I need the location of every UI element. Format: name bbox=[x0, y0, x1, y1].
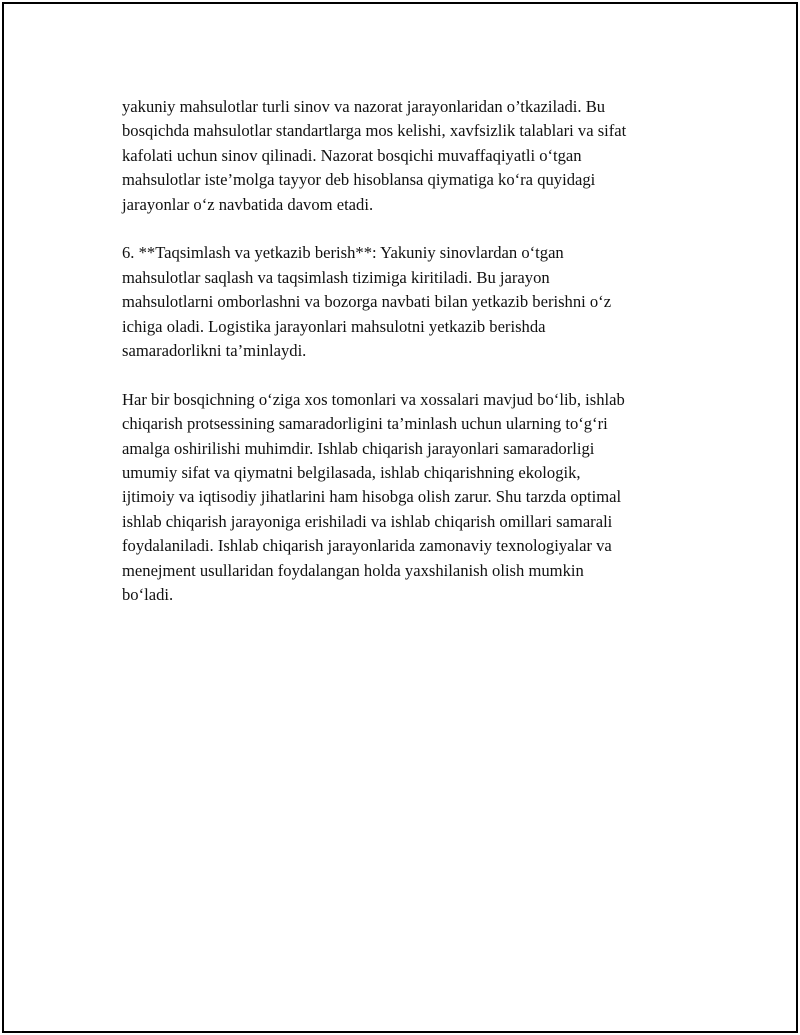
text-line: chiqarish protsessining samaradorligini ta’minlash uchun ularning to‘g‘ri bbox=[122, 414, 608, 434]
text-line: jarayonlar o‘z navbatida davom etadi. bbox=[122, 194, 374, 214]
text-line: ijtimoiy va iqtisodiy jihatlarini ham hisobga olish zarur. Shu tarzda optimal bbox=[122, 487, 622, 507]
text-line: ichiga oladi. Logistika jarayonlari mahsulotni yetkazib berishda bbox=[122, 316, 546, 336]
text-line: bo‘ladi. bbox=[122, 585, 174, 605]
text-line: mahsulotlarni omborlashni va bozorga navbati bilan yetkazib berishni o‘z bbox=[122, 292, 612, 312]
page-frame bbox=[2, 2, 798, 1033]
document-body bbox=[122, 95, 702, 632]
paragraph-conclusion bbox=[122, 388, 702, 608]
paragraph-distribution bbox=[122, 241, 702, 363]
text-line: yakuniy mahsulotlar turli sinov va nazorat jarayonlaridan o’tkaziladi. Bu bbox=[122, 97, 606, 116]
text-line: Har bir bosqichning o‘ziga xos tomonlari va xossalari mavjud bo‘lib, ishlab bbox=[122, 389, 625, 409]
paragraph-quality-control bbox=[122, 95, 702, 217]
text-line: 6. **Taqsimlash va yetkazib berish**: Yakuniy sinovlardan o‘tgan bbox=[122, 243, 564, 263]
text-line: foydalaniladi. Ishlab chiqarish jarayonlarida zamonaviy texnologiyalar va bbox=[122, 536, 612, 556]
text-line: samaradorlikni ta’minlaydi. bbox=[122, 341, 307, 361]
text-line: bosqichda mahsulotlar standartlarga mos kelishi, xavfsizlik talablari va sifat bbox=[122, 121, 627, 141]
text-line: amalga oshirilishi muhimdir. Ishlab chiqarish jarayonlari samaradorligi bbox=[122, 438, 595, 458]
text-line: kafolati uchun sinov qilinadi. Nazorat bosqichi muvaffaqiyatli o‘tgan bbox=[122, 145, 582, 165]
text-line: ishlab chiqarish jarayoniga erishiladi va ishlab chiqarish omillari samarali bbox=[122, 511, 613, 531]
text-line: mahsulotlar saqlash va taqsimlash tizimiga kiritiladi. Bu jarayon bbox=[122, 267, 550, 287]
text-line: umumiy sifat va qiymatni belgilasada, ishlab chiqarishning ekologik, bbox=[122, 463, 581, 483]
text-line: mahsulotlar iste’molga tayyor deb hisoblansa qiymatiga ko‘ra quyidagi bbox=[122, 170, 596, 190]
text-line: menejment usullaridan foydalangan holda yaxshilanish olish mumkin bbox=[122, 560, 584, 580]
